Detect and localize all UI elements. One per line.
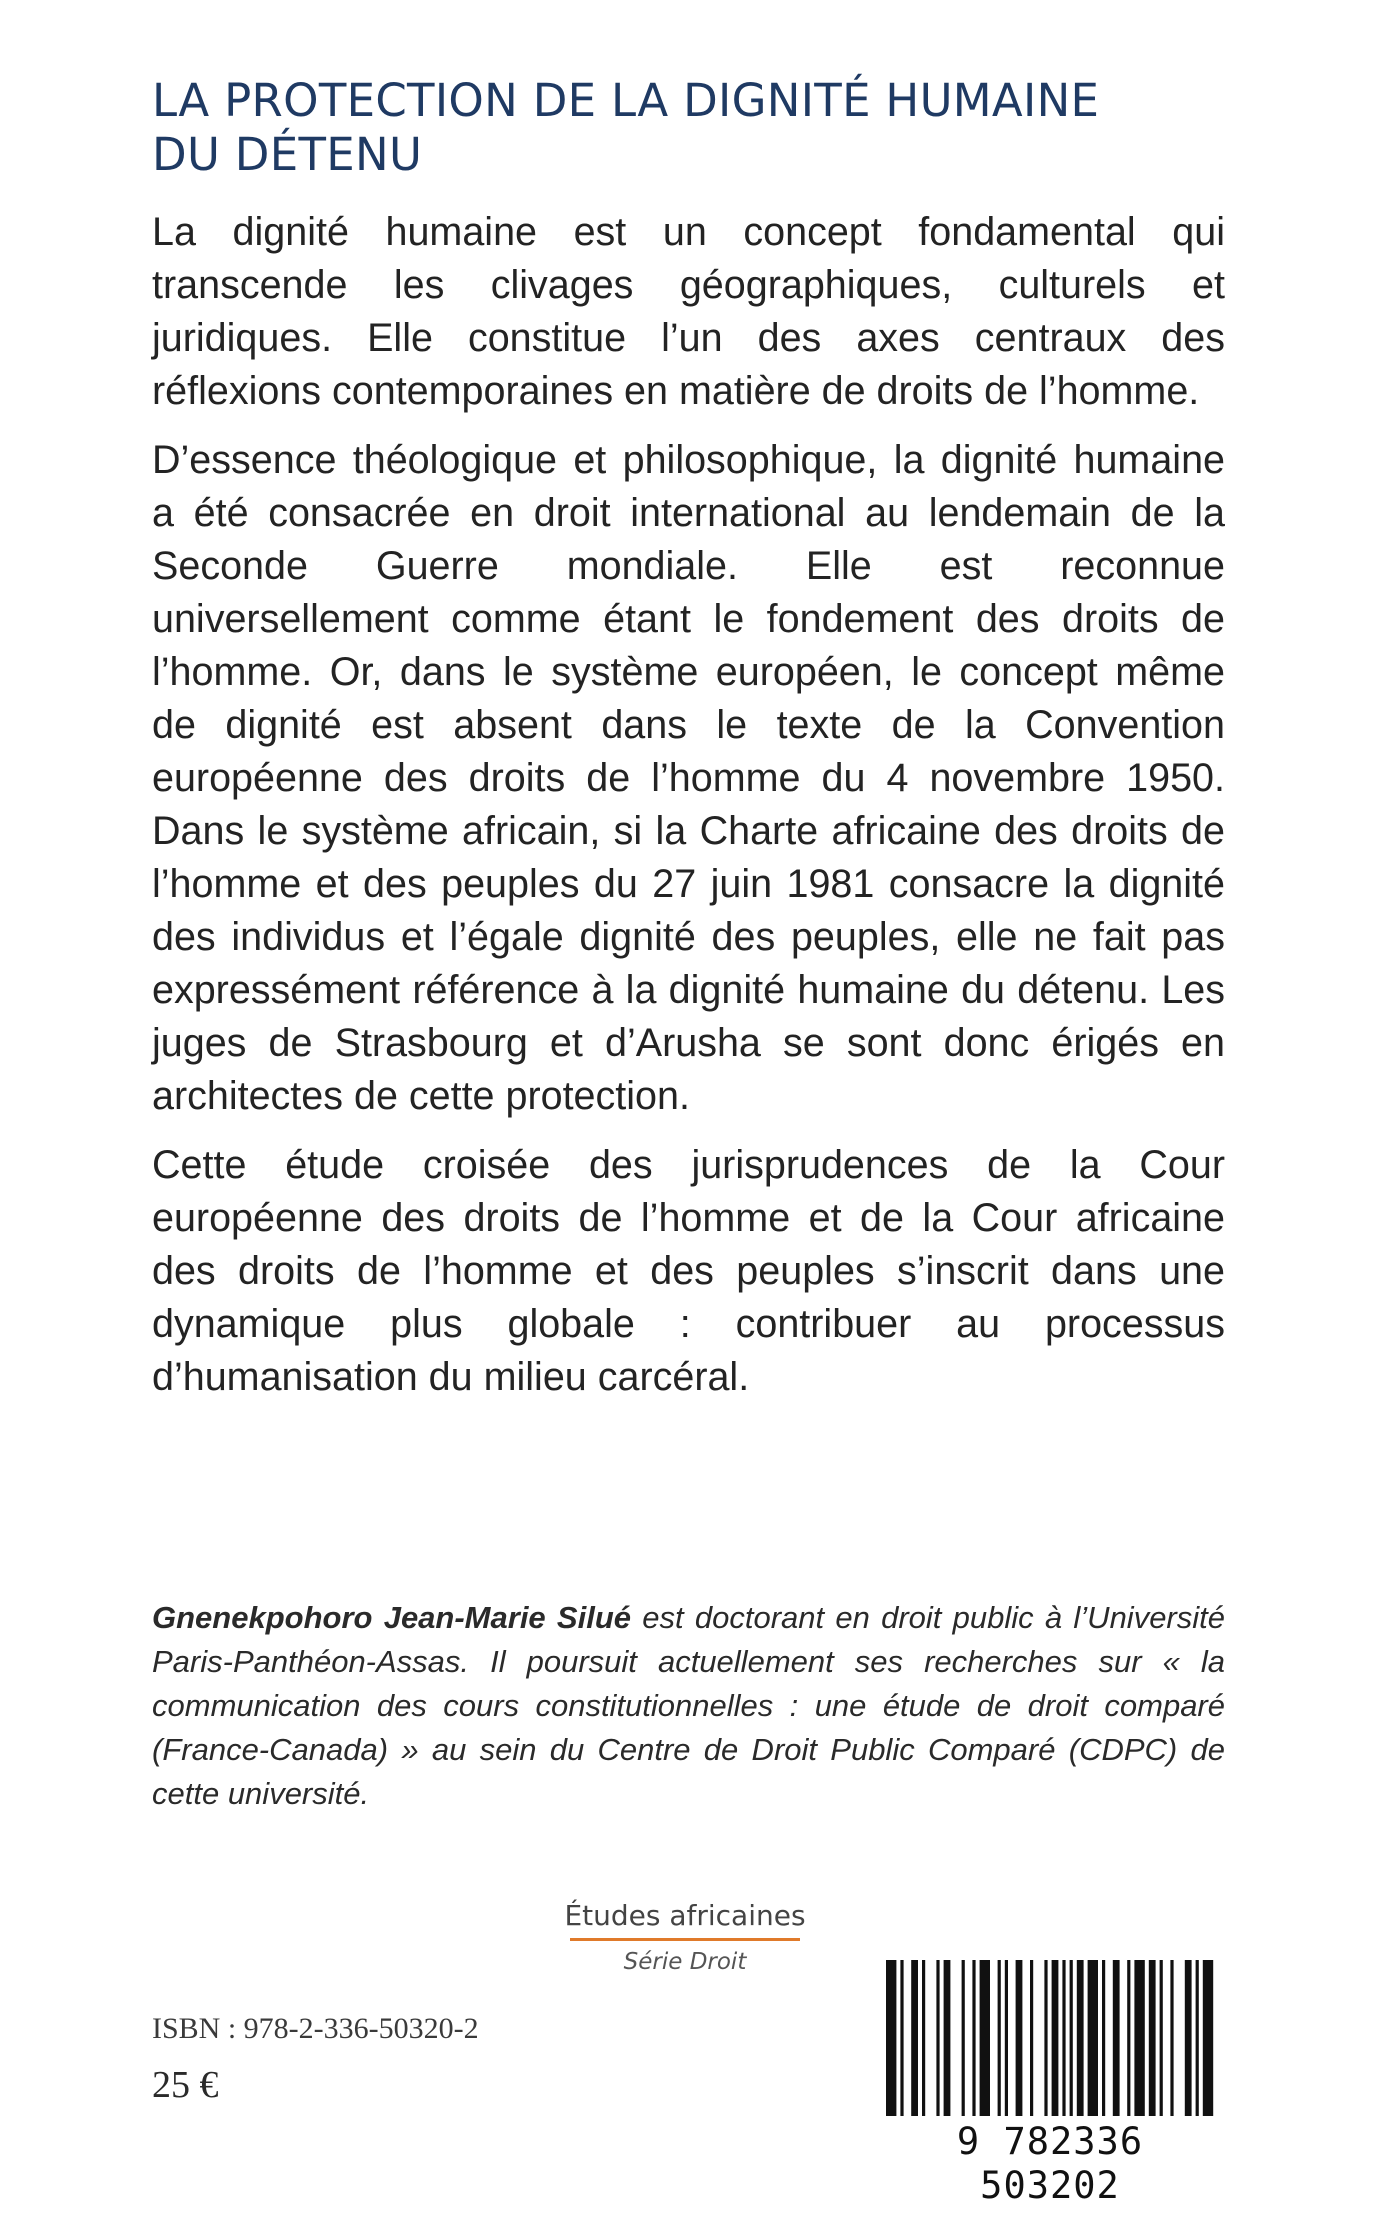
book-title-line-1: LA PROTECTION DE LA DIGNITÉ HUMAINE (152, 74, 1100, 127)
back-cover-summary (152, 206, 1225, 1420)
barcode-bar (1196, 1960, 1199, 2116)
barcode-bar (1160, 1960, 1163, 2116)
barcode-bar (998, 1960, 1001, 2116)
barcode (878, 1960, 1222, 2207)
author-bio (152, 1596, 1225, 1816)
series-name: Études africaines (564, 1899, 806, 1932)
barcode-bar (1062, 1960, 1065, 2116)
summary-paragraph-3: Cette étude croisée des jurisprudences de la Cour européenne des droits de l’homme et de la Cour africaine des droits de l’homme et des peuples s’inscrit dans une dynamique plus globale : contribuer au processus d’humanisation du milieu carcéral. (152, 1143, 1225, 1399)
book-title-line-2: DU DÉTENU (152, 128, 423, 181)
series-subtitle: Série Droit (623, 1949, 747, 1975)
barcode-bar (972, 1960, 975, 2116)
barcode-bar (944, 1960, 951, 2116)
barcode-bar (1127, 1960, 1130, 2116)
barcode-bar (1044, 1960, 1047, 2116)
barcode-bar (1185, 1960, 1192, 2116)
barcode-bar (1030, 1960, 1033, 2116)
barcode-bar (1070, 1960, 1073, 2116)
series-divider (570, 1938, 800, 1941)
barcode-bar (962, 1960, 965, 2116)
price-label: 25 € (152, 2064, 219, 2106)
barcode-bar (980, 1960, 990, 2116)
summary-paragraph-2: D’essence théologique et philosophique, la dignité humaine a été consacrée en droit international au lendemain de la Seconde Guerre mondiale. Elle est reconnue universellement comme étant le fondement des droits de l’homme. Or, dans le système européen, le concept même de dignité est absent dans le texte de la Convention européenne des droits de l’homme du 4 novembre 1950. Dans le système africain, si la Charte africaine des droits de l’homme et des peuples du 27 juin 1981 consacre la dignité des individus et l’égale dignité des peuples, elle ne fait pas expressément référence à la dignité humaine du détenu. Les juges de Strasbourg et d’Arusha se sont donc érigés en architectes de cette protection. (152, 438, 1225, 1118)
summary-paragraph-1: La dignité humaine est un concept fondamental qui transcende les clivages géographiques, culturels et juridiques. Elle constitue l’un des axes centraux des réflexions contemporaines en matière de droits de l’homme. (152, 210, 1225, 413)
book-title (152, 74, 1252, 182)
isbn-label: ISBN : 978-2-336-50320-2 (152, 2012, 479, 2045)
barcode-bar (1102, 1960, 1105, 2116)
barcode-bar (1016, 1960, 1023, 2116)
barcode-bar (1134, 1960, 1144, 2116)
author-name: Gnenekpohoro Jean-Marie Silué (152, 1600, 631, 1635)
barcode-digits: 9 782336 503202 (956, 2120, 1144, 2207)
barcode-bar (1149, 1960, 1156, 2116)
barcode-bar (1088, 1960, 1098, 2116)
barcode-bar (1203, 1960, 1213, 2116)
barcode-bar (1077, 1960, 1084, 2116)
barcode-bar (1005, 1960, 1008, 2116)
barcode-bar (1052, 1960, 1059, 2116)
barcode-bar (911, 1960, 918, 2116)
barcode-bars (878, 1960, 1222, 2120)
barcode-bar (1113, 1960, 1120, 2116)
barcode-bar (936, 1960, 939, 2116)
barcode-bar (1170, 1960, 1173, 2116)
series-logo (560, 1898, 810, 1977)
barcode-bar (900, 1960, 903, 2116)
author-bio-text: est doctorant en droit public à l’Université Paris-Panthéon-Assas. Il poursuit actuellement ses recherches sur « la communication des cours constitutionnelles : une étude de droit comparé (France-Canada) » au sein du Centre de Droit Public Comparé (CDPC) de cette université. (152, 1600, 1225, 1811)
barcode-bar (886, 1960, 896, 2116)
barcode-bar (922, 1960, 925, 2116)
